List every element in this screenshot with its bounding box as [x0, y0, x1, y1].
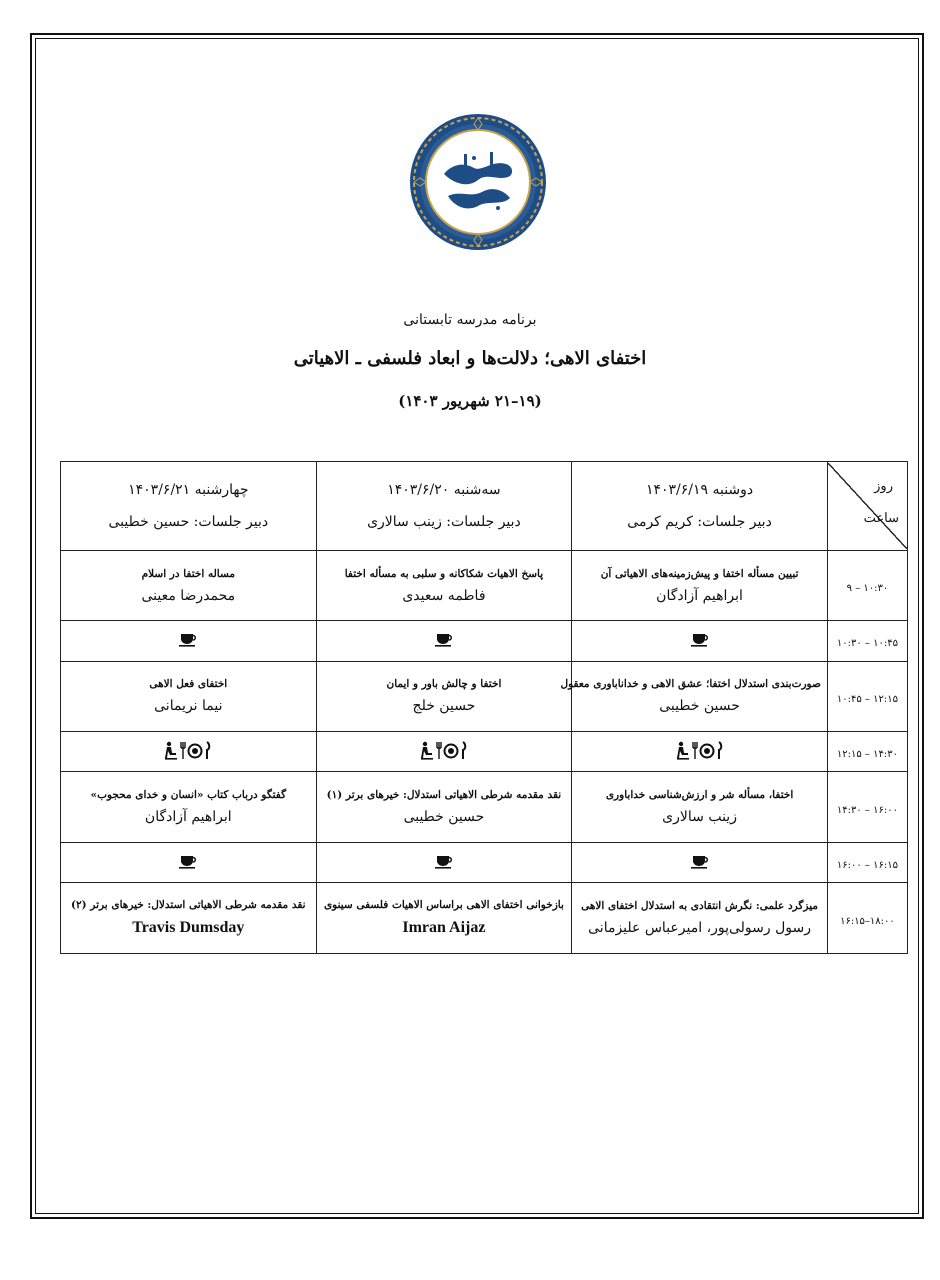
time-slot: ۱۴:۳۰ – ۱۶:۰۰: [836, 804, 898, 816]
time-cell: [827, 621, 907, 661]
time-cell: [827, 843, 907, 883]
corner-cell: [827, 462, 907, 551]
table-row: [61, 772, 908, 843]
talk-title: مساله اختفا در اسلام: [141, 567, 235, 580]
lunch-break-cell: [316, 732, 572, 772]
table-row: [61, 883, 908, 954]
session-cell: [560, 661, 828, 732]
table-header-row: [61, 462, 908, 551]
coffee-cup-icon: [434, 631, 454, 647]
session-cell: [316, 550, 572, 621]
table-row: [61, 843, 908, 883]
speaker-name: زینب سالاری: [662, 809, 737, 826]
coffee-break-cell: [316, 621, 572, 661]
coffee-cup-icon: [690, 631, 710, 647]
coffee-cup-icon: [178, 631, 198, 647]
prayer-and-meal-icon: [164, 740, 212, 760]
talk-title: صورت‌بندی استدلال اختفا؛ عشق الاهی و خداناباوری معقول: [560, 678, 821, 691]
talk-title: اختفا و چالش باور و ایمان: [386, 678, 502, 691]
table-row: [61, 661, 908, 732]
session-cell: [572, 550, 828, 621]
time-cell: [827, 732, 907, 772]
day-date: سه‌شنبه ۱۴۰۳/۶/۲۰: [387, 481, 501, 498]
session-cell: [572, 772, 828, 843]
time-cell: [827, 661, 907, 732]
talk-title: بازخوانی اختفای الاهی براساس الاهیات فلسفی سینوی: [323, 899, 564, 912]
corner-time-label: ساعت: [863, 510, 899, 526]
time-slot: ۱۲:۱۵ – ۱۴:۳۰: [836, 749, 898, 761]
corner-day-label: روز: [874, 478, 893, 494]
session-cell: [61, 661, 317, 732]
program-title: اختفای الاهی؛ دلالت‌ها و ابعاد فلسفی ـ الاهیاتی: [293, 348, 647, 369]
day-header-tuesday: [316, 462, 572, 551]
day-chair: دبیر جلسات: زینب سالاری: [367, 513, 521, 530]
session-cell: [316, 883, 572, 954]
speaker-name: فاطمه سعیدی: [402, 587, 486, 604]
time-cell: [827, 772, 907, 843]
institute-seal-icon: [408, 112, 548, 252]
coffee-break-cell: [316, 843, 572, 883]
prayer-and-meal-icon: [420, 740, 468, 760]
session-cell: [61, 550, 317, 621]
session-cell: [61, 772, 317, 843]
table-row: [61, 621, 908, 661]
session-cell: [316, 772, 572, 843]
coffee-cup-icon: [434, 853, 454, 869]
talk-title: اختفای فعل الاهی: [149, 678, 228, 691]
time-slot: ۱۰:۳۰ – ۱۰:۴۵: [836, 638, 898, 650]
speaker-name: Travis Dumsday: [132, 919, 245, 937]
talk-title: پاسخ الاهیات شکاکانه و سلبی به مسأله اختفا: [344, 567, 544, 580]
day-date: چهارشنبه ۱۴۰۳/۶/۲۱: [128, 481, 249, 498]
talk-title: میزگرد علمی: نگرش انتقادی به استدلال اختفای الاهی: [581, 900, 819, 913]
speaker-name: Imran Aijaz: [402, 919, 486, 937]
talk-title: اختفا، مسأله شر و ارزش‌شناسی خداباوری: [605, 789, 794, 802]
coffee-break-cell: [61, 621, 317, 661]
session-cell: [61, 883, 317, 954]
speaker-name: حسین خطیبی: [403, 809, 485, 826]
time-slot: ۹ – ۱۰:۳۰: [846, 583, 889, 594]
day-header-monday: [572, 462, 828, 551]
speaker-name: ابراهیم آزادگان: [656, 587, 743, 604]
talk-title: نقد مقدمه شرطی الاهیاتی استدلال: خیرهای برتر (۱): [326, 789, 562, 802]
time-slot: ۱۶:۱۵–۱۸:۰۰: [840, 915, 895, 927]
session-cell: [316, 661, 572, 732]
time-cell: [827, 883, 907, 954]
coffee-break-cell: [572, 621, 828, 661]
session-cell: [572, 883, 828, 954]
coffee-break-cell: [61, 843, 317, 883]
day-header-wednesday: [61, 462, 317, 551]
speaker-name: رسول رسولی‌پور، امیرعباس علیزمانی: [588, 920, 811, 937]
time-slot: ۱۰:۴۵ – ۱۲:۱۵: [836, 693, 898, 705]
lunch-break-cell: [572, 732, 828, 772]
coffee-cup-icon: [178, 853, 198, 869]
day-date: دوشنبه ۱۴۰۳/۶/۱۹: [645, 481, 754, 498]
speaker-name: حسین خطیبی: [659, 698, 740, 715]
speaker-name: نیما نریمانی: [154, 698, 223, 715]
speaker-name: ابراهیم آزادگان: [144, 809, 232, 826]
lunch-break-cell: [61, 732, 317, 772]
prayer-and-meal-icon: [676, 740, 724, 760]
speaker-name: محمدرضا معینی: [141, 587, 236, 604]
day-chair: دبیر جلسات: حسین خطیبی: [108, 513, 269, 530]
table-row: [61, 550, 908, 621]
coffee-break-cell: [572, 843, 828, 883]
talk-title: نقد مقدمه شرطی الاهیاتی استدلال: خیرهای برتر (۲): [71, 899, 306, 912]
speaker-name: حسین خلج: [412, 698, 476, 715]
coffee-cup-icon: [690, 853, 710, 869]
schedule-table: [60, 461, 908, 954]
program-dates: (۱۹–۲۱ شهریور ۱۴۰۳): [398, 392, 542, 410]
time-cell: [827, 550, 907, 621]
time-slot: ۱۶:۰۰ – ۱۶:۱۵: [836, 860, 898, 872]
day-chair: دبیر جلسات: کریم کرمی: [627, 513, 772, 530]
table-row: [61, 732, 908, 772]
program-subtitle: برنامه مدرسه تابستانی: [403, 312, 537, 328]
talk-title: تبیین مسأله اختفا و پیش‌زمینه‌های الاهیاتی آن: [600, 567, 799, 580]
talk-title: گفتگو درباب کتاب «انسان و خدای محجوب»: [90, 789, 287, 802]
